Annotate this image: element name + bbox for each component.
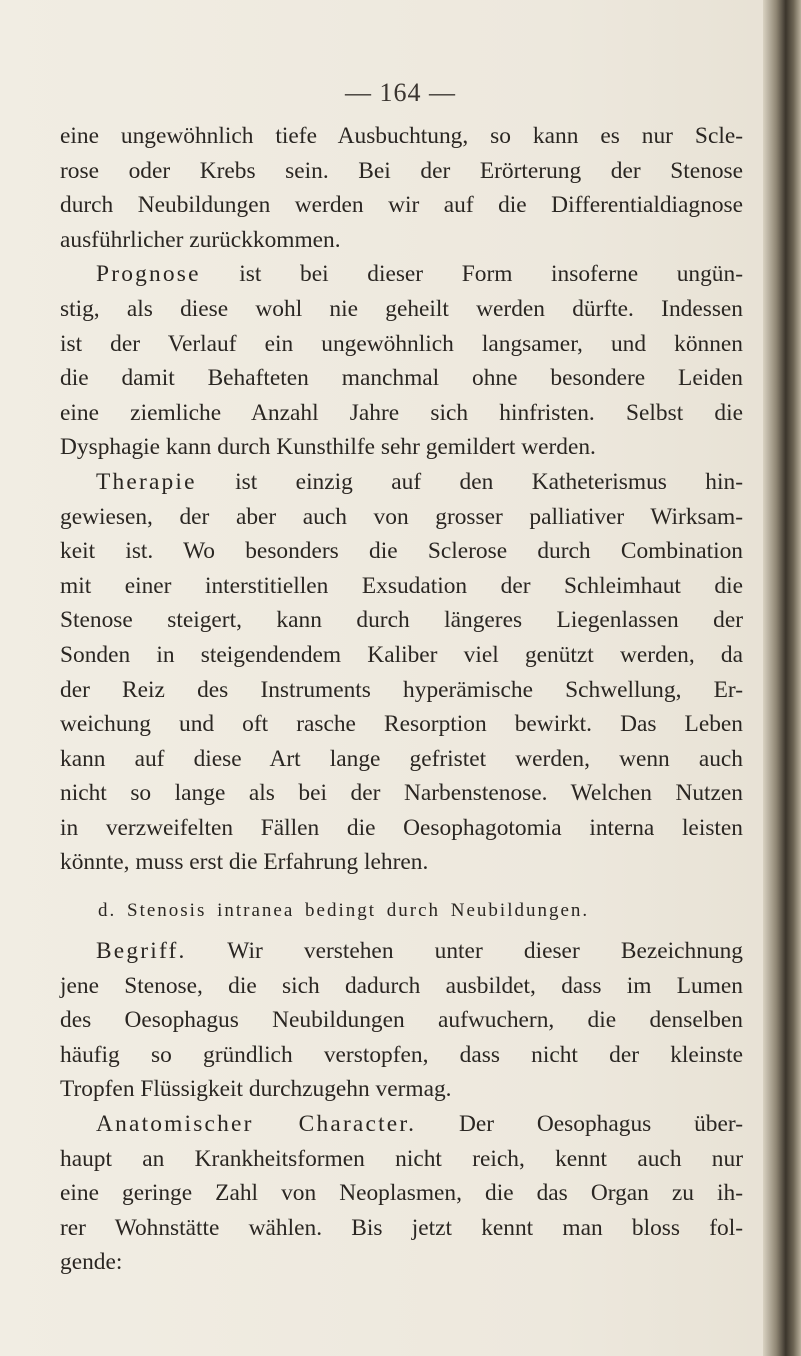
term-anatomischer-character: Anatomischer Character. [96,1111,417,1138]
text-line: jene Stenose, die sich dadurch ausbildet, dass im Lumen [60,972,743,999]
text-line: Stenose steigert, kann durch längeres Liegenlassen der [60,607,743,634]
page-number: — 164 — [345,78,456,107]
text-line [60,257,743,292]
text-line: Sonden in steigendendem Kaliber viel genützt werden, da [60,641,743,668]
text-line: könnte, muss erst die Erfahrung lehren. [60,849,429,876]
text-line: häufig so gründlich verstopfen, dass nicht der kleinste [60,1041,743,1068]
line-rest: Wir verstehen unter dieser Bezeichnung [186,938,743,965]
text-line: mit einer interstitiellen Exsudation der Schleimhaut die [60,572,743,599]
text-line: ausführlicher zurückkommen. [60,226,341,253]
text-line: rose oder Krebs sein. Bei der Erörterung der Stenose [60,157,743,184]
text-line: des Oesophagus Neubildungen aufwuchern, die denselben [60,1007,743,1034]
text-line: der Reiz des Instruments hyperämische Schwellung, Er- [60,676,743,703]
text-line: stig, als diese wohl nie geheilt werden dürfte. Indessen [60,295,743,322]
text-line [60,465,743,500]
term-therapie: Therapie [96,468,197,495]
text-line: durch Neubildungen werden wir auf die Differentialdiagnose [60,192,743,219]
line-rest: ist bei dieser Form insoferne ungün- [200,261,743,288]
text-line: rer Wohnstätte wählen. Bis jetzt kennt man bloss fol- [60,1214,743,1241]
text-line [60,1107,743,1142]
text-line: in verzweifelten Fällen die Oesophagotomia interna leisten [60,814,743,841]
book-binding-edge [763,0,801,1356]
line-rest: ist einzig auf den Katheterismus hin- [196,468,743,495]
text-line: kann auf diese Art lange gefristet werden, wenn auch [60,745,743,772]
text-line: die damit Behafteten manchmal ohne besondere Leiden [60,365,743,392]
text-line: haupt an Krankheitsformen nicht reich, kennt auch nur [60,1145,743,1172]
term-prognose: Prognose [96,261,201,288]
text-line: gende: [60,1249,123,1276]
text-line: eine ungewöhnlich tiefe Ausbuchtung, so kann es nur Scle- [60,123,743,149]
text-line: Dysphagie kann durch Kunsthilfe sehr gemildert werden. [60,434,596,461]
text-line: eine geringe Zahl von Neoplasmen, die das Organ zu ih- [60,1180,743,1207]
text-line: ist der Verlauf ein ungewöhnlich langsamer, und können [60,330,743,357]
text-line: gewiesen, der aber auch von grosser palliativer Wirksam- [60,503,743,530]
term-begriff: Begriff. [96,938,187,965]
text-line: weichung und oft rasche Resorption bewirkt. Das Leben [60,711,743,738]
text-line: nicht so lange als bei der Narbenstenose. Welchen Nutzen [60,780,743,807]
text-line: keit ist. Wo besonders die Sclerose durch Combination [60,538,743,565]
section-heading: d. Stenosis intranea bedingt durch Neubildungen. [98,900,590,922]
line-rest: Der Oesophagus über- [416,1111,743,1138]
text-line: Tropfen Flüssigkeit durchzugehn vermag. [60,1076,452,1103]
body-text [60,119,743,1280]
text-line: eine ziemliche Anzahl Jahre sich hinfristen. Selbst die [60,399,743,426]
text-line [60,934,743,969]
